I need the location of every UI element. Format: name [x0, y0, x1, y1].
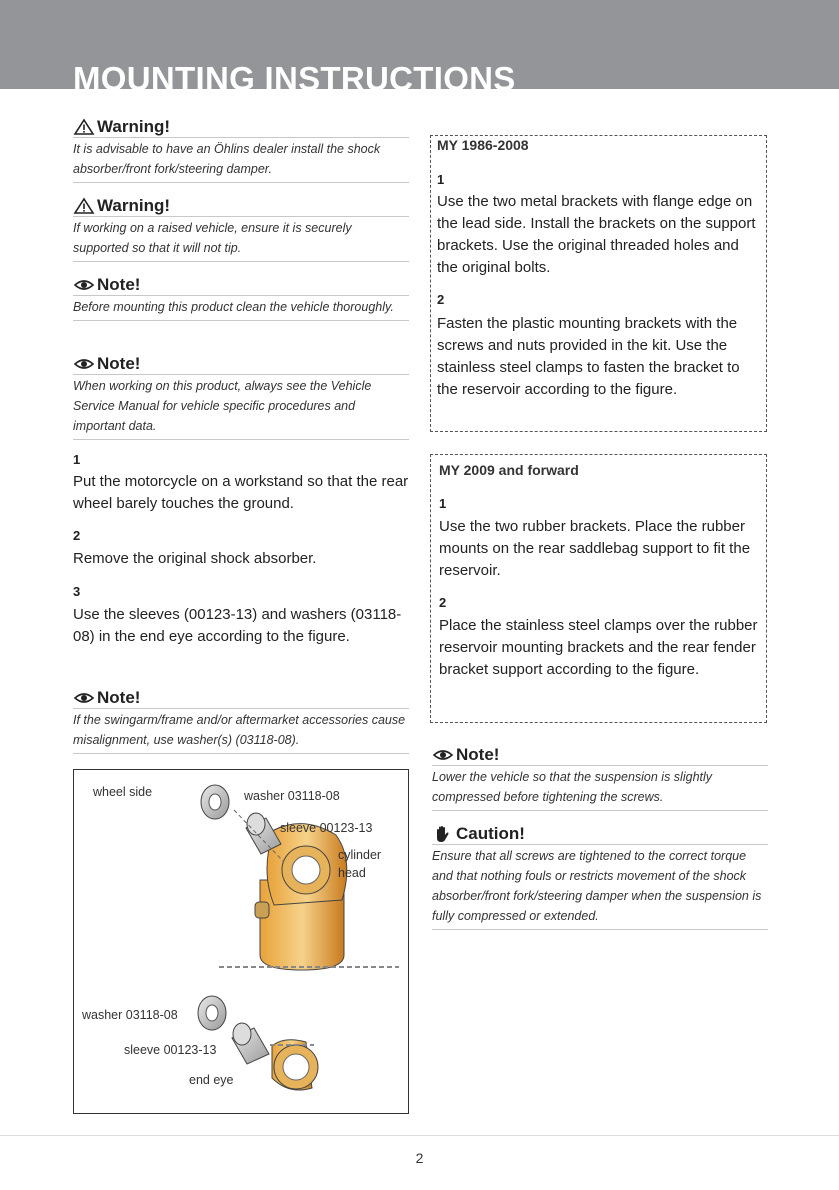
note-text: Before mounting this product clean the vehicle thoroughly.	[73, 300, 394, 314]
warning-title: Warning!	[97, 117, 171, 136]
note-text: If the swingarm/frame and/or aftermarket accessories cause misalignment, use washer(s) (03118-08).	[73, 713, 406, 747]
step-text: Put the motorcycle on a workstand so that the rear wheel barely touches the ground.	[73, 473, 409, 512]
warning-triangle-icon	[73, 118, 95, 136]
step-text: Remove the original shock absorber.	[73, 550, 317, 567]
note-title: Note!	[97, 688, 141, 707]
warning-title: Warning!	[97, 196, 171, 215]
eye-icon	[73, 689, 95, 707]
page-number: 2	[415, 1150, 424, 1166]
model-year-box-2009	[430, 454, 767, 723]
step-number: 2	[437, 292, 445, 307]
warning-box	[73, 117, 409, 183]
warning-triangle-icon	[73, 197, 95, 215]
eye-icon	[73, 355, 95, 373]
step-text: Use the two rubber brackets. Place the rubber mounts on the rear saddlebag support to fit the reservoir.	[439, 518, 751, 579]
warning-text: If working on a raised vehicle, ensure it is securely supported so that it will not tip.	[73, 221, 352, 255]
label-wheel-side: wheel side	[93, 785, 153, 799]
step-number: 3	[73, 584, 81, 599]
box-title: MY 2009 and forward	[439, 462, 579, 478]
bottom-washer-hole	[206, 1005, 218, 1021]
caution-box	[432, 824, 768, 930]
label-sleeve-top: sleeve 00123-13	[280, 821, 373, 835]
step-number: 1	[439, 496, 447, 511]
eye-icon	[73, 276, 95, 294]
note-box	[73, 688, 409, 754]
caution-title: Caution!	[456, 824, 525, 843]
top-sleeve-end	[247, 813, 265, 835]
note-box	[73, 354, 409, 440]
eye-icon	[432, 746, 454, 764]
label-end-eye: end eye	[189, 1073, 234, 1087]
footer-rule	[0, 1135, 839, 1136]
bottom-sleeve-end	[233, 1023, 251, 1045]
step-text: Place the stainless steel clamps over the rubber reservoir mounting brackets and the rear fender bracket support according to the figure.	[439, 617, 758, 678]
hand-stop-icon	[432, 825, 454, 843]
step-text: Fasten the plastic mounting brackets with the screws and nuts provided in the kit. Use the stainless steel clamps to fasten the bracket to the reservoir according to the figure.	[437, 315, 740, 398]
warning-text: It is advisable to have an Öhlins dealer install the shock absorber/front fork/steering damper.	[73, 142, 381, 176]
step-number: 1	[73, 452, 81, 467]
label-washer-top: washer 03118-08	[244, 789, 340, 803]
head-eye-inner	[292, 856, 320, 884]
label-sleeve-bottom: sleeve 00123-13	[124, 1043, 217, 1057]
note-title: Note!	[97, 354, 141, 373]
warning-box	[73, 196, 409, 262]
note-text: Lower the vehicle so that the suspension is slightly compressed before tightening the screws.	[432, 770, 713, 804]
head-nipple	[255, 902, 269, 918]
label-cylinder-head: cylinder head	[338, 848, 382, 880]
note-box	[432, 745, 768, 811]
note-title: Note!	[456, 745, 500, 764]
page-title: MOUNTING INSTRUCTIONS	[73, 60, 516, 89]
step-text: Use the sleeves (00123-13) and washers (03118-08) in the end eye according to the figure.	[73, 606, 402, 645]
label-washer-bottom: washer 03118-08	[82, 1008, 178, 1022]
step-number: 2	[439, 595, 447, 610]
note-title: Note!	[97, 275, 141, 294]
note-text: When working on this product, always see the Vehicle Service Manual for vehicle specific procedures and important data.	[73, 379, 372, 433]
end-eye-hole	[283, 1054, 309, 1080]
step-number: 2	[73, 528, 81, 543]
step-text: Use the two metal brackets with flange edge on the lead side. Install the brackets on the support brackets. Use the original threaded holes and the original bolts.	[437, 193, 756, 276]
mounting-figure	[73, 769, 409, 1114]
top-washer-hole	[209, 794, 221, 810]
note-box	[73, 275, 409, 321]
step-number: 1	[437, 172, 445, 187]
caution-text: Ensure that all screws are tightened to the correct torque and that nothing fouls or restricts movement of the shock absorber/front fork/steering damper when the suspension is fully compressed or extended.	[432, 849, 762, 923]
box-title: MY 1986-2008	[437, 137, 529, 153]
header-band	[0, 0, 839, 89]
